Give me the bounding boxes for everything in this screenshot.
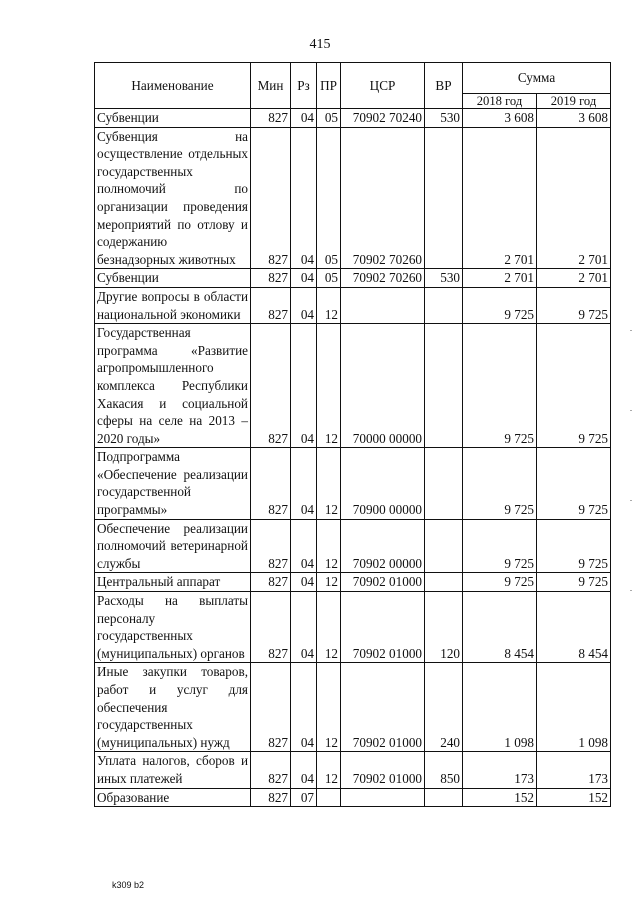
header-name: Наименование bbox=[95, 63, 251, 109]
cell-min: 827 bbox=[251, 287, 291, 323]
cell-csr bbox=[341, 287, 425, 323]
cell-rz: 04 bbox=[291, 592, 317, 663]
cell-2018: 2 701 bbox=[463, 127, 537, 269]
cell-2019: 9 725 bbox=[537, 519, 611, 573]
scan-mark bbox=[630, 500, 632, 501]
header-rz: Рз bbox=[291, 63, 317, 109]
cell-vr: 530 bbox=[425, 269, 463, 288]
scan-mark bbox=[630, 590, 632, 591]
cell-vr: 120 bbox=[425, 592, 463, 663]
cell-2018: 1 098 bbox=[463, 663, 537, 752]
cell-2019: 1 098 bbox=[537, 663, 611, 752]
cell-csr bbox=[341, 788, 425, 807]
cell-min: 827 bbox=[251, 269, 291, 288]
cell-min: 827 bbox=[251, 663, 291, 752]
table-row bbox=[95, 592, 611, 663]
cell-name: Другие вопросы в области национальной экономики bbox=[95, 287, 251, 323]
cell-pr: 12 bbox=[317, 663, 341, 752]
header-pr: ПР bbox=[317, 63, 341, 109]
table-row bbox=[95, 109, 611, 128]
cell-vr bbox=[425, 448, 463, 519]
cell-vr bbox=[425, 287, 463, 323]
cell-csr: 70902 70260 bbox=[341, 269, 425, 288]
cell-csr: 70902 70240 bbox=[341, 109, 425, 128]
cell-2019: 9 725 bbox=[537, 324, 611, 448]
table-row bbox=[95, 573, 611, 592]
scan-mark bbox=[630, 410, 632, 411]
table-row bbox=[95, 519, 611, 573]
cell-name: Субвенции bbox=[95, 109, 251, 128]
cell-min: 827 bbox=[251, 573, 291, 592]
cell-rz: 04 bbox=[291, 752, 317, 788]
cell-pr bbox=[317, 788, 341, 807]
cell-rz: 04 bbox=[291, 127, 317, 269]
cell-csr: 70902 00000 bbox=[341, 519, 425, 573]
cell-vr bbox=[425, 519, 463, 573]
cell-name: Иные закупки товаров, работ и услуг для обеспечения государственных (муниципальных) нужд bbox=[95, 663, 251, 752]
cell-vr: 240 bbox=[425, 663, 463, 752]
cell-csr: 70902 01000 bbox=[341, 752, 425, 788]
cell-2018: 2 701 bbox=[463, 269, 537, 288]
cell-2019: 2 701 bbox=[537, 127, 611, 269]
cell-min: 827 bbox=[251, 592, 291, 663]
cell-rz: 04 bbox=[291, 269, 317, 288]
cell-rz: 04 bbox=[291, 324, 317, 448]
cell-vr bbox=[425, 788, 463, 807]
cell-pr: 12 bbox=[317, 324, 341, 448]
cell-rz: 04 bbox=[291, 109, 317, 128]
table-row bbox=[95, 448, 611, 519]
cell-rz: 04 bbox=[291, 663, 317, 752]
cell-2018: 9 725 bbox=[463, 573, 537, 592]
cell-2019: 9 725 bbox=[537, 573, 611, 592]
cell-vr: 530 bbox=[425, 109, 463, 128]
cell-vr: 850 bbox=[425, 752, 463, 788]
cell-min: 827 bbox=[251, 127, 291, 269]
cell-min: 827 bbox=[251, 109, 291, 128]
cell-2018: 152 bbox=[463, 788, 537, 807]
table-row bbox=[95, 324, 611, 448]
table-row bbox=[95, 663, 611, 752]
header-vr: ВР bbox=[425, 63, 463, 109]
cell-2019: 9 725 bbox=[537, 448, 611, 519]
cell-2018: 9 725 bbox=[463, 448, 537, 519]
cell-csr: 70000 00000 bbox=[341, 324, 425, 448]
cell-min: 827 bbox=[251, 324, 291, 448]
cell-rz: 04 bbox=[291, 448, 317, 519]
cell-rz: 04 bbox=[291, 519, 317, 573]
scan-mark bbox=[630, 330, 632, 331]
header-min: Мин bbox=[251, 63, 291, 109]
table-body bbox=[95, 109, 611, 807]
header-sum: Сумма bbox=[463, 63, 611, 94]
cell-2018: 9 725 bbox=[463, 324, 537, 448]
table-row bbox=[95, 269, 611, 288]
cell-pr: 12 bbox=[317, 448, 341, 519]
cell-csr: 70900 00000 bbox=[341, 448, 425, 519]
cell-vr bbox=[425, 573, 463, 592]
table-header bbox=[95, 63, 611, 109]
cell-pr: 12 bbox=[317, 519, 341, 573]
cell-2018: 3 608 bbox=[463, 109, 537, 128]
cell-name: Государственная программа «Развитие агропромышленного комплекса Республики Хакасия и социальной сферы на селе на 2013 – 2020 годы» bbox=[95, 324, 251, 448]
budget-table bbox=[94, 62, 611, 807]
page-number: 415 bbox=[309, 37, 331, 52]
cell-name: Обеспечение реализации полномочий ветеринарной службы bbox=[95, 519, 251, 573]
cell-vr bbox=[425, 324, 463, 448]
cell-pr: 05 bbox=[317, 127, 341, 269]
table-row bbox=[95, 788, 611, 807]
cell-pr: 12 bbox=[317, 752, 341, 788]
cell-2018: 8 454 bbox=[463, 592, 537, 663]
header-csr: ЦСР bbox=[341, 63, 425, 109]
cell-pr: 12 bbox=[317, 287, 341, 323]
cell-min: 827 bbox=[251, 519, 291, 573]
cell-name: Расходы на выплаты персоналу государственных (муниципальных) органов bbox=[95, 592, 251, 663]
header-year-2018: 2018 год bbox=[463, 94, 537, 109]
cell-2019: 173 bbox=[537, 752, 611, 788]
cell-2019: 3 608 bbox=[537, 109, 611, 128]
cell-2018: 173 bbox=[463, 752, 537, 788]
cell-2019: 2 701 bbox=[537, 269, 611, 288]
cell-min: 827 bbox=[251, 788, 291, 807]
cell-2019: 8 454 bbox=[537, 592, 611, 663]
table-row bbox=[95, 127, 611, 269]
cell-min: 827 bbox=[251, 448, 291, 519]
cell-csr: 70902 01000 bbox=[341, 573, 425, 592]
cell-pr: 12 bbox=[317, 573, 341, 592]
cell-pr: 12 bbox=[317, 592, 341, 663]
cell-name: Субвенции bbox=[95, 269, 251, 288]
cell-rz: 07 bbox=[291, 788, 317, 807]
cell-name: Образование bbox=[95, 788, 251, 807]
table-row bbox=[95, 287, 611, 323]
cell-name: Подпрограмма «Обеспечение реализации государственной программы» bbox=[95, 448, 251, 519]
cell-csr: 70902 70260 bbox=[341, 127, 425, 269]
footer-code: k309 b2 bbox=[112, 880, 145, 890]
cell-rz: 04 bbox=[291, 287, 317, 323]
cell-2018: 9 725 bbox=[463, 519, 537, 573]
header-year-2019: 2019 год bbox=[537, 94, 611, 109]
cell-2019: 9 725 bbox=[537, 287, 611, 323]
cell-csr: 70902 01000 bbox=[341, 592, 425, 663]
cell-csr: 70902 01000 bbox=[341, 663, 425, 752]
cell-name: Уплата налогов, сборов и иных платежей bbox=[95, 752, 251, 788]
cell-rz: 04 bbox=[291, 573, 317, 592]
cell-name: Субвенция на осуществление отдельных государственных полномочий по организации проведения мероприятий по отлову и содержанию безнадзорных животных bbox=[95, 127, 251, 269]
cell-2018: 9 725 bbox=[463, 287, 537, 323]
cell-min: 827 bbox=[251, 752, 291, 788]
cell-pr: 05 bbox=[317, 269, 341, 288]
cell-pr: 05 bbox=[317, 109, 341, 128]
table-row bbox=[95, 752, 611, 788]
cell-name: Центральный аппарат bbox=[95, 573, 251, 592]
cell-vr bbox=[425, 127, 463, 269]
cell-2019: 152 bbox=[537, 788, 611, 807]
